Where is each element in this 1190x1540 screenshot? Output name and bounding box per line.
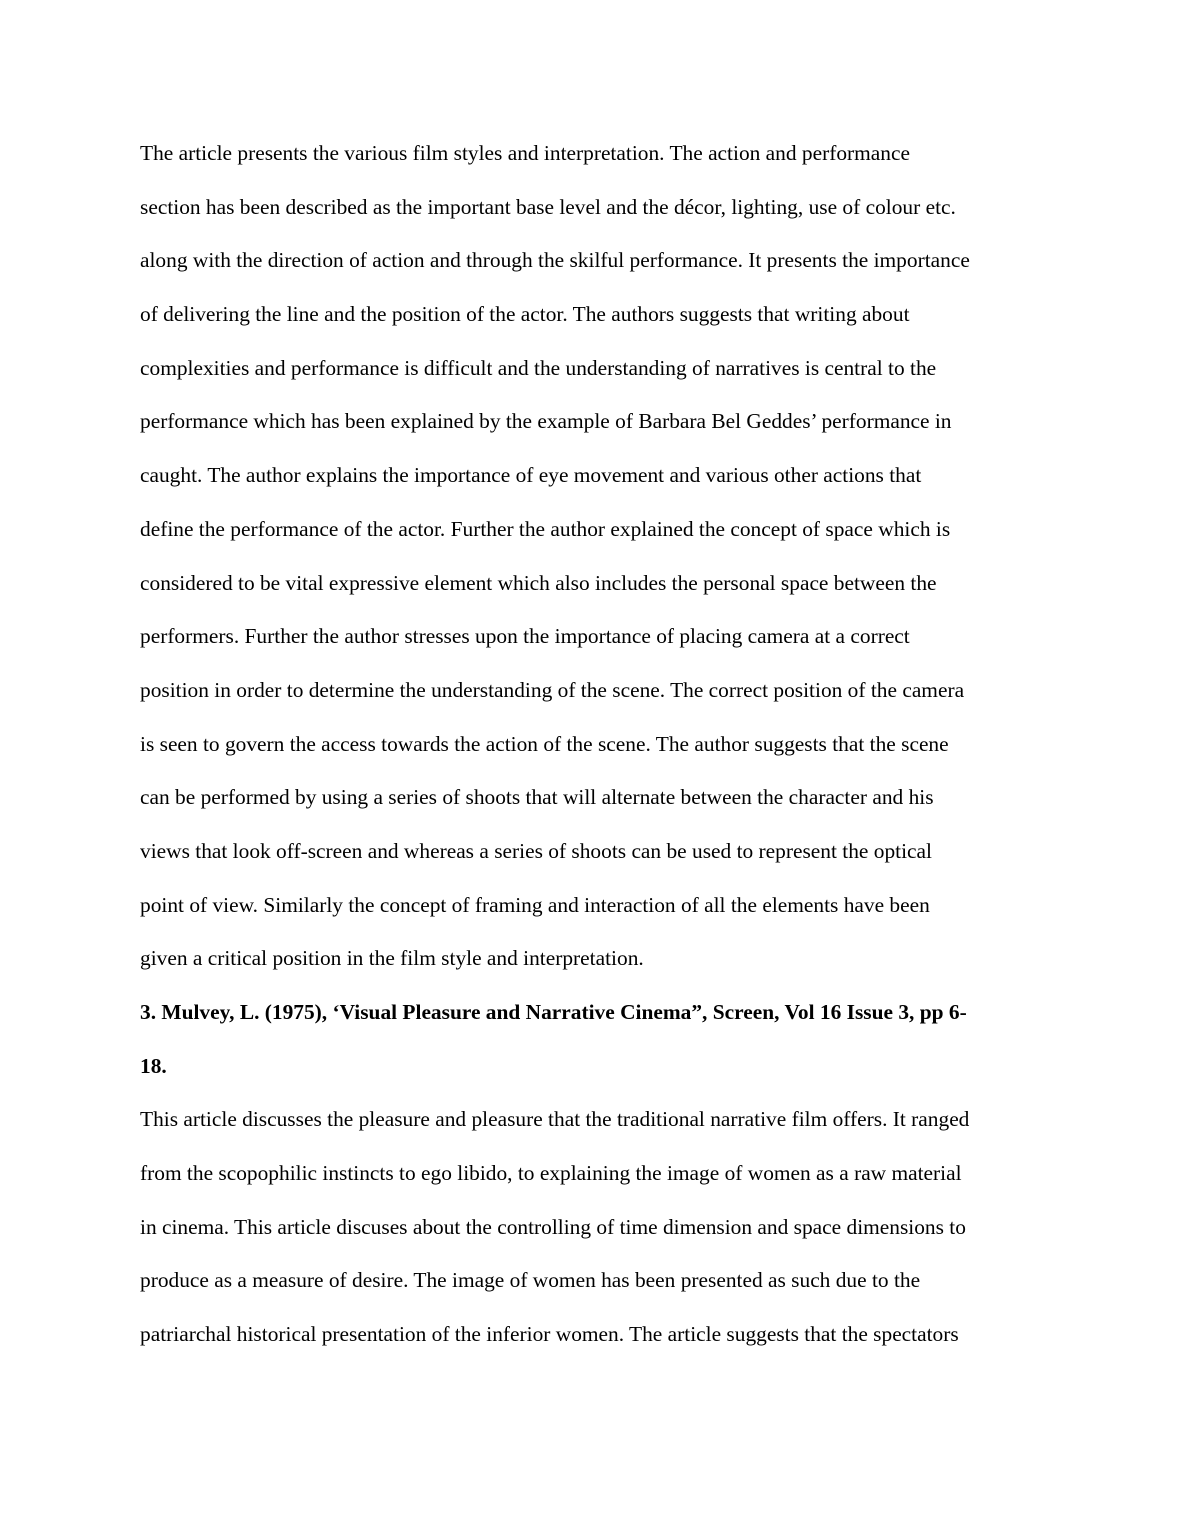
- text-line: of delivering the line and the position of the actor. The authors suggests that writing about: [140, 302, 910, 327]
- text-line: The article presents the various film styles and interpretation. The action and performance: [140, 141, 910, 165]
- text-line: caught. The author explains the importance of eye movement and various other actions that: [140, 463, 922, 488]
- text-line: along with the direction of action and through the skilful performance. It presents the importance: [140, 248, 970, 273]
- text-line: views that look off-screen and whereas a series of shoots can be used to represent the optical: [140, 838, 932, 863]
- text-line: from the scopophilic instincts to ego libido, to explaining the image of women as a raw material: [140, 1161, 962, 1186]
- reference-heading-mulvey: [140, 986, 1052, 1093]
- text-line: in cinema. This article discuses about the controlling of time dimension and space dimensions to: [140, 1214, 966, 1239]
- document-page: [140, 127, 1052, 1362]
- text-line: section has been described as the important base level and the décor, lighting, use of colour etc.: [140, 194, 956, 219]
- text-line: performers. Further the author stresses upon the importance of placing camera at a correct: [140, 624, 910, 649]
- text-line: point of view. Similarly the concept of framing and interaction of all the elements have been: [140, 892, 930, 917]
- text-line: define the performance of the actor. Further the author explained the concept of space which is: [140, 516, 951, 541]
- reference-heading-line: 18.: [140, 1053, 167, 1078]
- text-line: performance which has been explained by the example of Barbara Bel Geddes’ performance in: [140, 409, 952, 434]
- text-line: complexities and performance is difficult and the understanding of narratives is central to the: [140, 355, 937, 380]
- text-line: patriarchal historical presentation of the inferior women. The article suggests that the spectators: [140, 1322, 959, 1347]
- text-line: can be performed by using a series of shoots that will alternate between the character and his: [140, 785, 934, 810]
- text-line: considered to be vital expressive element which also includes the personal space between the: [140, 570, 937, 595]
- reference-heading-line: 3. Mulvey, L. (1975), ‘Visual Pleasure and Narrative Cinema”, Screen, Vol 16 Issue 3, pp 6-: [140, 1000, 967, 1024]
- text-line: This article discusses the pleasure and pleasure that the traditional narrative film offers. It ranged: [140, 1107, 970, 1132]
- text-line: position in order to determine the understanding of the scene. The correct position of the camera: [140, 677, 965, 702]
- paragraph-mulvey-summary: [140, 1093, 1052, 1361]
- paragraph-film-style-summary: [140, 127, 1052, 986]
- text-line: is seen to govern the access towards the action of the scene. The author suggests that the scene: [140, 731, 949, 756]
- text-line: produce as a measure of desire. The image of women has been presented as such due to the: [140, 1268, 921, 1293]
- text-line: given a critical position in the film style and interpretation.: [140, 946, 644, 971]
